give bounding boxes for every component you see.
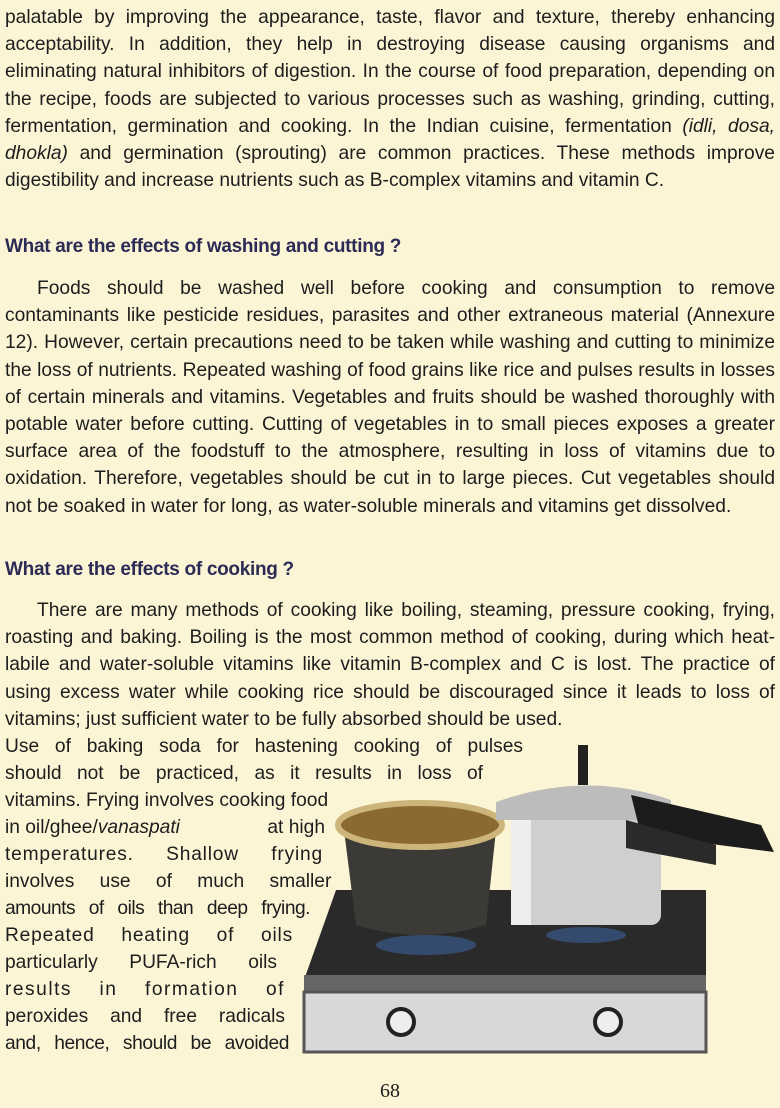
wrap-line: peroxides and free radicals <box>5 1006 285 1027</box>
text: palatable by improving the appearance, taste, flavor and texture, thereby enhancing acceptability. In addition, they help in destroying disease causing organisms and eliminating natural inhibitors of digestion. In the course of food preparation, depending on the recipe, foods are subjected to various processes such as washing, grinding, cutting, fermentation, germination and cooking. In the Indian cuisine, fermentation <box>5 7 775 137</box>
wrap-line: involves use of much smaller <box>5 871 332 892</box>
burner-flame <box>376 935 476 955</box>
paragraph-intro <box>5 4 775 194</box>
wrap-line: vitamins. Frying involves cooking food <box>5 790 329 811</box>
whistle <box>578 745 588 785</box>
wrap-line: and, hence, should be avoided <box>5 1033 289 1054</box>
paragraph-cooking: There are many methods of cooking like boiling, steaming, pressure cooking, frying, roasting and baking. Boiling is the most common method of cooking, during which heat-labile and water-soluble vitamins like vitamin B-complex and C is lost. The practice of using excess water while cooking rice should be discouraged since it leads to loss of vitamins; just sufficient water to be fully absorbed should be used. <box>5 600 775 730</box>
wrap-line: should not be practiced, as it results in loss of <box>5 763 483 784</box>
paragraph-washing: Foods should be washed well before cooking and consumption to remove contaminants like pesticide residues, parasites and other extraneous material (Annexure 12). However, certain precautions need to be taken while washing and cutting to minimize the loss of nutrients. Repeated washing of food grains like rice and pulses results in losses of certain minerals and vitamins. Vegetables and fruits should be washed thoroughly with potable water before cutting. Cutting of vegetables in to small pieces exposes a greater surface area of the foodstuff to the atmosphere, resulting in loss of vitamins due to oxidation. Therefore, vegetables should be cut in to large pieces. Cut vegetables should not be soaked in water for long, as water-soluble minerals and vitamins get dissolved. <box>5 278 775 517</box>
text: and germination (sprouting) are common practices. These methods improve digestibility and increase nutrients such as B-complex vitamins and vitamin C. <box>5 143 775 192</box>
pot-rim <box>338 803 502 847</box>
knob-left-icon <box>388 1009 414 1035</box>
burner-flame <box>546 927 626 943</box>
stove-with-pots-photo <box>296 740 778 1060</box>
wrap-line: in oil/ghee/vanaspati at high <box>5 817 325 838</box>
wrap-line: temperatures. Shallow frying <box>5 844 323 865</box>
knob-right-icon <box>595 1009 621 1035</box>
wrap-line: amounts of oils than deep frying. <box>5 898 310 919</box>
italic-text: (idli, dosa, dhokla) <box>5 115 775 165</box>
wrap-line: results in formation of <box>5 979 285 1000</box>
wrap-line: particularly PUFA-rich oils <box>5 952 277 973</box>
heading-cooking: What are the effects of cooking ? <box>5 559 294 580</box>
page-number: 68 <box>380 1080 400 1102</box>
wrap-line: Use of baking soda for hastening cooking of pulses <box>5 736 523 757</box>
heading-washing-cutting: What are the effects of washing and cutting ? <box>5 236 402 257</box>
stove-front-panel <box>304 992 706 1052</box>
wrap-line: Repeated heating of oils <box>5 925 293 946</box>
